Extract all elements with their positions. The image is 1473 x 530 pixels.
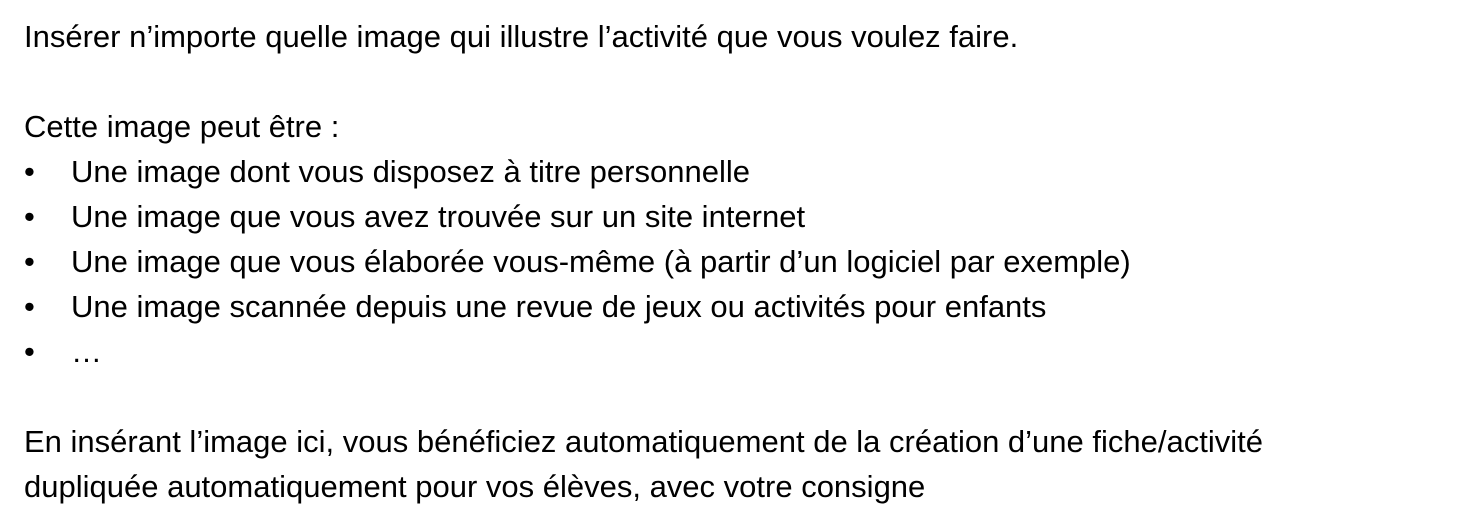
bullet-icon: • <box>24 199 35 234</box>
bullet-list <box>24 149 1454 374</box>
list-item-text: Une image que vous élaborée vous-même (à partir d’un logiciel par exemple) <box>71 244 1131 279</box>
list-heading: Cette image peut être : <box>24 109 340 144</box>
list-item <box>24 329 1454 374</box>
list-item-text: Une image dont vous disposez à titre personnelle <box>71 154 750 189</box>
list-item-text: Une image que vous avez trouvée sur un site internet <box>71 199 806 234</box>
bullet-icon: • <box>24 244 35 279</box>
bullet-icon: • <box>24 289 35 324</box>
bullet-icon: • <box>24 154 35 189</box>
blank-line <box>24 59 1454 104</box>
list-item-text: … <box>71 334 102 369</box>
instruction-text-box <box>24 14 1454 509</box>
list-item <box>24 194 1454 239</box>
closing-line-1: En insérant l’image ici, vous bénéficiez automatiquement de la création d’une fiche/activité <box>24 424 1263 459</box>
closing-line-2: dupliquée automatiquement pour vos élèves, avec votre consigne <box>24 469 926 504</box>
list-item <box>24 149 1454 194</box>
bullet-icon: • <box>24 334 35 369</box>
intro-paragraph: Insérer n’importe quelle image qui illustre l’activité que vous voulez faire. <box>24 19 1019 54</box>
list-item <box>24 284 1454 329</box>
list-item-text: Une image scannée depuis une revue de jeux ou activités pour enfants <box>71 289 1047 324</box>
list-item <box>24 239 1454 284</box>
blank-line <box>24 374 1454 419</box>
